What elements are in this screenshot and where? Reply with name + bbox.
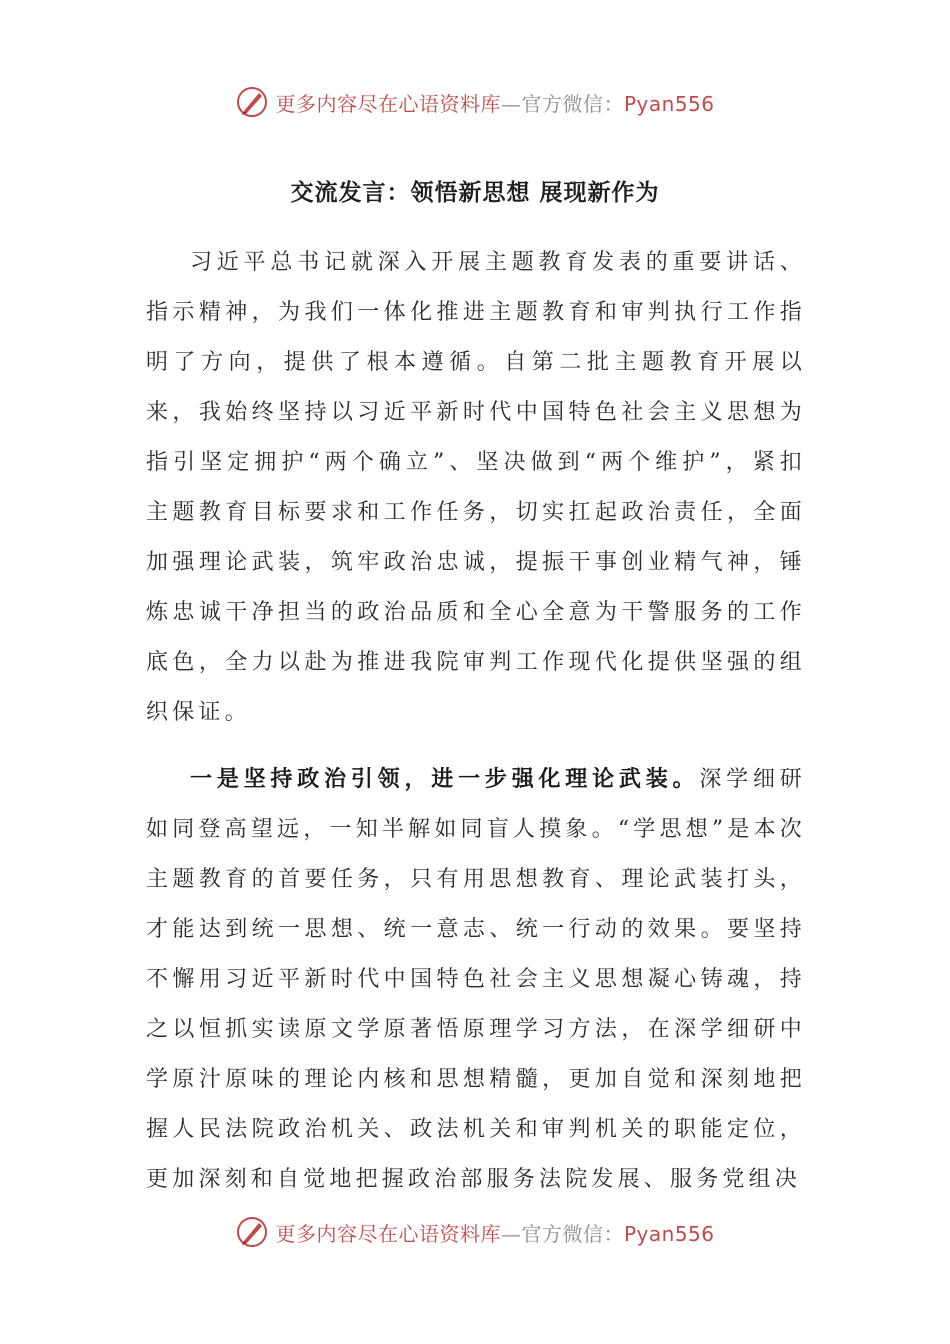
footer-banner xyxy=(0,1212,950,1252)
banner-wechat-label: 官方微信： xyxy=(521,1221,624,1246)
paragraph-2-body: 深学细研如同登高望远，一知半解如同盲人摸象。“学思想”是本次主题教育的首要任务，只有用思想教育、理论武装打头，才能达到统一思想、统一意志、统一行动的效果。要坚持不懈用习近平新时代中国特色社会主义思想凝心铸魂，持之以恒抓实读原文学原著悟原理学习方法，在深学细研中学原汁原味的理论内核和思想精髓，更加自觉和深刻地把握人民法院政治机关、政法机关和审判机关的职能定位，更加深刻和自觉地把握政治部服务法院发展、服务党组决 xyxy=(146,767,806,1192)
banner-text xyxy=(275,88,714,117)
banner-wechat-id: Pyan556 xyxy=(623,1221,715,1246)
paragraph-1: 习近平总书记就深入开展主题教育发表的重要讲话、指示精神，为我们一体化推进主题教育和审判执行工作指明了方向，提供了根本遵循。自第二批主题教育开展以来，我始终坚持以习近平新时代中国特色社会主义思想为指引坚定拥护“两个确立”、坚决做到“两个维护”，紧扣主题教育目标要求和工作任务，切实扛起政治责任，全面加强理论武装，筑牢政治忠诚，提振干事创业精气神，锤炼忠诚干净担当的政治品质和全心全意为干警服务的工作底色，全力以赴为推进我院审判工作现代化提供坚强的组织保证。 xyxy=(146,250,806,725)
banner-wechat-label: 官方微信： xyxy=(521,91,624,116)
banner-main: 更多内容尽在心语资料库 xyxy=(275,1221,501,1246)
paragraph-2-lead: 一是坚持政治引领，进一步强化理论武装。 xyxy=(190,766,700,792)
document-title: 交流发言：领悟新思想 展现新作为 xyxy=(290,179,660,206)
quill-logo-icon xyxy=(235,1215,269,1249)
banner-text xyxy=(275,1218,714,1247)
document-body xyxy=(146,238,806,1205)
banner-dash: — xyxy=(500,1221,522,1246)
banner-wechat-id: Pyan556 xyxy=(623,91,715,116)
paragraph-2 xyxy=(146,754,806,1205)
header-banner xyxy=(0,82,950,122)
banner-main: 更多内容尽在心语资料库 xyxy=(275,91,501,116)
banner-dash: — xyxy=(500,91,522,116)
quill-logo-icon xyxy=(235,85,269,119)
